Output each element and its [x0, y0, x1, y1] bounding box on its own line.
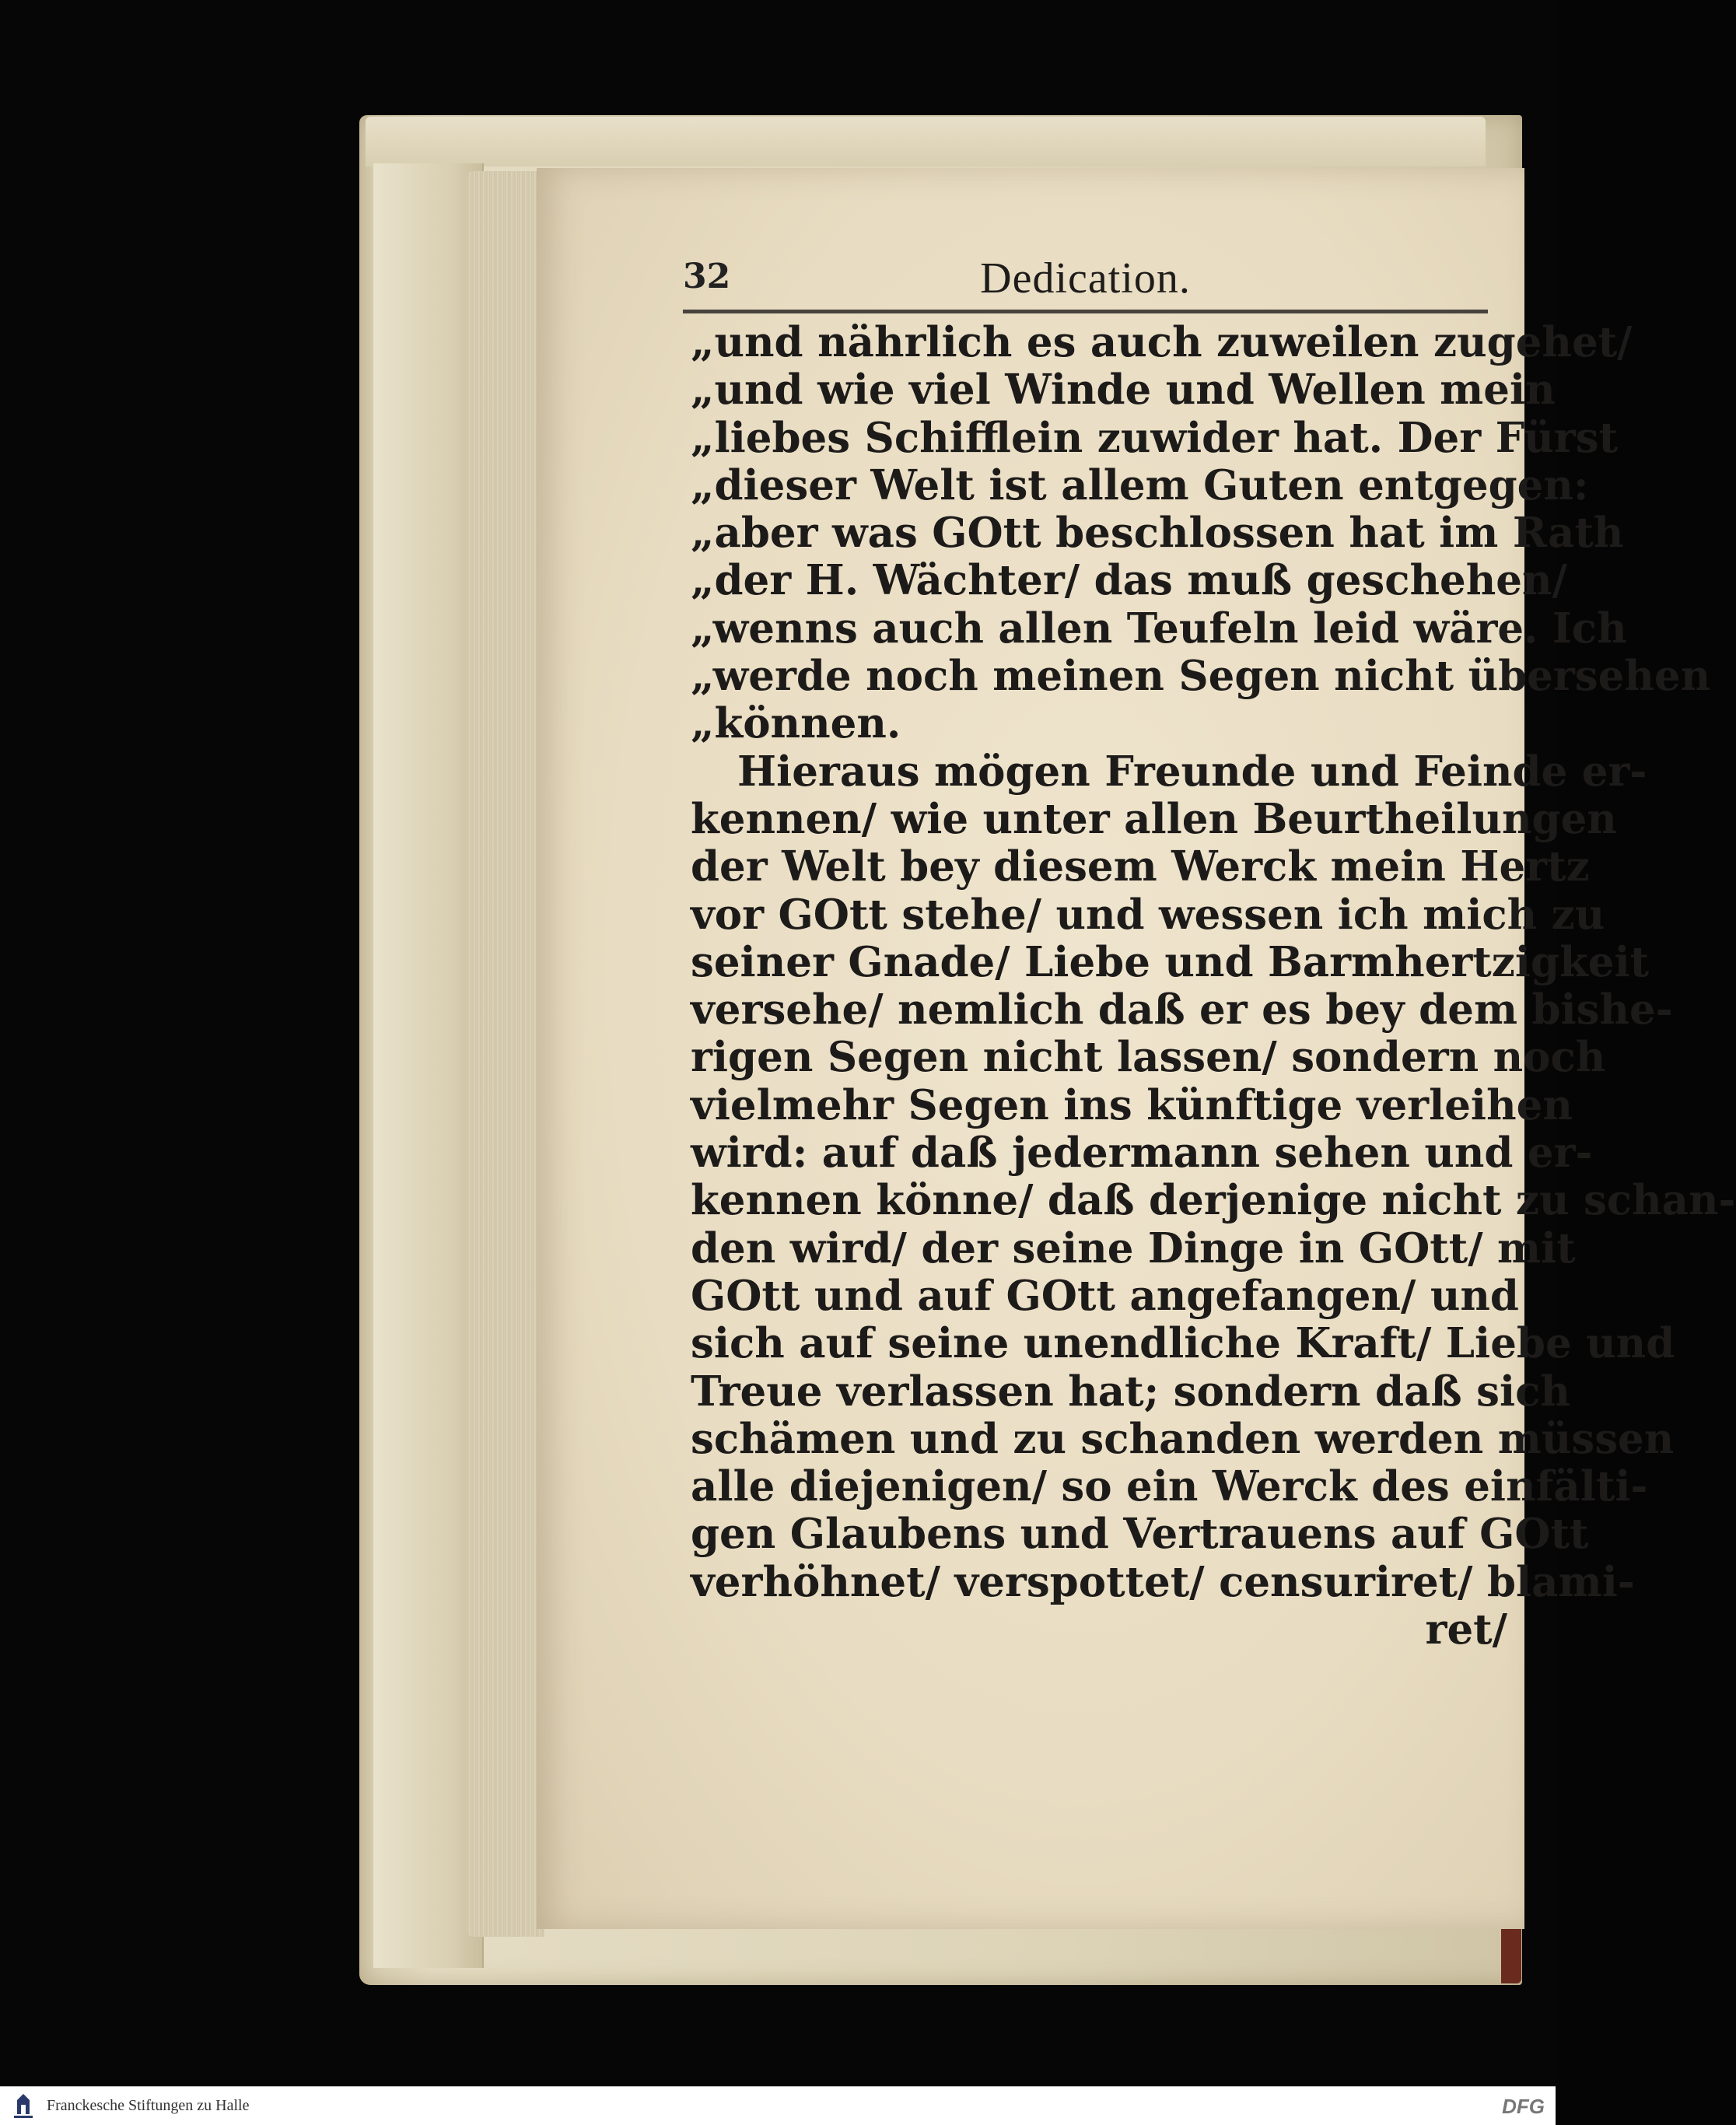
text-line: GOtt und auf GOtt angefangen/ und — [691, 1271, 1519, 1320]
text-line: „der H. Wächter/ das muß geschehen/ — [691, 556, 1567, 605]
institution-logo-icon — [8, 2091, 39, 2122]
text-line: wird: auf daß jedermann sehen und er- — [691, 1129, 1593, 1178]
viewer-footer — [0, 2086, 1556, 2125]
text-line: sich auf seine unendliche Kraft/ Liebe und — [691, 1319, 1675, 1368]
header-rule — [683, 310, 1488, 313]
text-line: kennen könne/ daß derjenige nicht zu schan- — [691, 1176, 1736, 1225]
text-line: kennen/ wie unter allen Beurtheilungen — [691, 794, 1617, 843]
dfg-logo: DFG — [1502, 2095, 1545, 2118]
text-line: „werde noch meinen Segen nicht übersehen — [691, 652, 1711, 701]
page-number: 32 — [683, 257, 731, 296]
text-line: seiner Gnade/ Liebe und Barmhertzigkeit — [691, 937, 1650, 986]
text-line: der Welt bey diesem Werck mein Hertz — [691, 842, 1590, 891]
text-line: alle diejenigen/ so ein Werck des einfälti- — [691, 1462, 1648, 1511]
catchword-line: ret/ — [1425, 1605, 1507, 1654]
text-line: schämen und zu schanden werden müssen — [691, 1414, 1675, 1463]
text-line: versehe/ nemlich daß er es bey dem bishe- — [691, 985, 1673, 1034]
text-line: „aber was GOtt beschlossen hat im Rath — [691, 509, 1624, 558]
text-line: „und nährlich es auch zuweilen zugehet/ — [691, 318, 1633, 366]
text-line: den wird/ der seine Dinge in GOtt/ mit — [691, 1224, 1576, 1273]
text-line: „können. — [691, 699, 901, 748]
text-line: verhöhnet/ verspottet/ censuriret/ blami- — [691, 1557, 1635, 1606]
text-line: Treue verlassen hat; sondern daß sich — [691, 1367, 1570, 1416]
text-line: gen Glaubens und Vertrauens auf GOtt — [691, 1510, 1589, 1559]
running-title: Dedication. — [980, 254, 1191, 303]
text-line: „und wie viel Winde und Wellen mein — [691, 366, 1556, 415]
text-line: „dieser Welt ist allem Guten entgegen: — [691, 460, 1589, 509]
text-line: rigen Segen nicht lassen/ sondern noch — [691, 1033, 1606, 1082]
text-line: „wenns auch allen Teufeln leid wäre. Ich — [691, 604, 1627, 653]
text-line: vor GOtt stehe/ und wessen ich mich zu — [691, 890, 1605, 939]
paragraph-start-line: Hieraus mögen Freunde und Feinde er- — [737, 747, 1647, 796]
cover-top-edge — [366, 117, 1486, 166]
text-line: vielmehr Segen ins künftige verleihen — [691, 1080, 1573, 1129]
text-line: „liebes Schifflein zuwider hat. Der Fürst — [691, 413, 1619, 462]
text-block — [691, 318, 1736, 1654]
institution-name: Franckesche Stiftungen zu Halle — [47, 2097, 250, 2114]
page-header — [683, 250, 1488, 305]
page-block-edges — [467, 171, 544, 1937]
